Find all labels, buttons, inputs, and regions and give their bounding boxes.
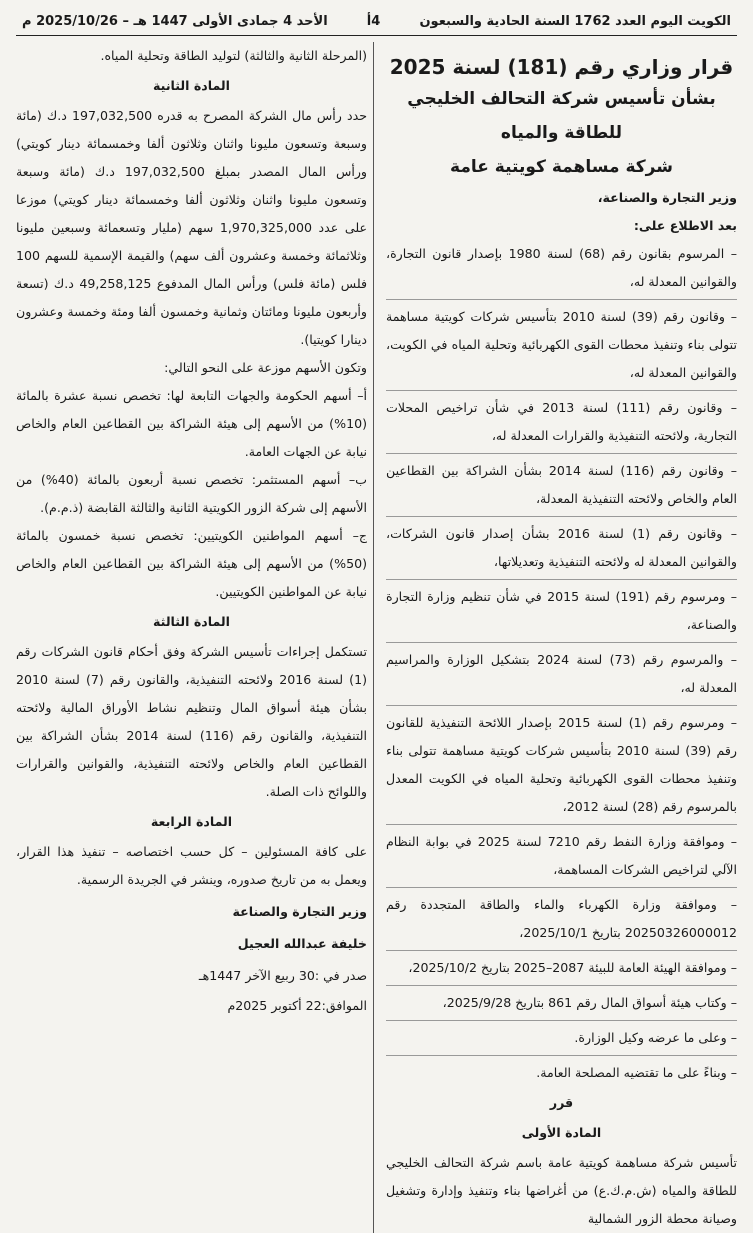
article-2-text: حدد رأس مال الشركة المصرح به قدره 197,032,500 د.ك (مائة وسبعة وتسعون مليونا واثنان وثلاثون ألفا وخمسمائة دينار كويتي) ورأس المال المصدر بمبلغ 197,032,500 د.ك (مائة وسبعة وتسعون مليونا واثنان وثلاثون ألفا وخمسمائة دينار كويتي) موزعا على عدد 1,970,325,000 سهم (مليار وتسعمائة وسبعين مليونا وثلاثمائة وخمسة وعشرون ألف سهم) والقيمة الإسمية للسهم 100 فلس (مائة فلس) ورأس المال المدفوع 49,258,125 د.ك (تسعة وأربعون مليونا ومائتان وثمانية وخمسون ألفا ومئة وخمسة وعشرون دينارا كويتيا). <box>16 108 368 347</box>
item-separator <box>386 985 737 986</box>
preamble-list <box>386 240 737 1087</box>
page-number: 4أ <box>366 14 381 29</box>
item-separator <box>386 824 737 825</box>
article-3-title: المادة الثالثة <box>153 614 230 629</box>
header-issue: الكويت اليوم العدد 1762 السنة الحادية والسبعون <box>419 14 731 29</box>
article-1-text: تأسيس شركة مساهمة كويتية عامة باسم شركة التحالف الخليجي للطاقة والمياه (ش.م.ك.ع) من أغراضها بناء وتنفيذ وإدارة وتشغيل وصيانة محطة الزور الشمالية <box>386 1155 737 1226</box>
page-header <box>16 14 737 36</box>
article-4-text: على كافة المسئولين – كل حسب اختصاصه – تنفيذ هذا القرار، ويعمل به من تاريخ صدوره، وينشر في الجريدة الرسمية. <box>16 844 368 887</box>
share-citizens: ج– أسهم المواطنين الكويتيين: تخصص نسبة خمسون بالمائة (50%) من الأسهم إلى هيئة الشراكة بين القطاعين العام والخاص نيابة عن المواطنين الكويتيين. <box>16 528 368 599</box>
two-column-body <box>16 42 737 1233</box>
decree-company-type: شركة مساهمة كويتية عامة <box>450 157 673 177</box>
preamble-item: – وعلى ما عرضه وكيل الوزارة. <box>574 1030 737 1045</box>
item-separator <box>386 950 737 951</box>
article-2-title: المادة الثانية <box>153 78 230 93</box>
item-separator <box>386 390 737 391</box>
preamble-item: – المرسوم بقانون رقم (68) لسنة 1980 بإصدار قانون التجارة، والقوانين المعدلة له، <box>386 246 738 289</box>
signer-name: خليفة عبدالله العجيل <box>237 936 368 951</box>
item-separator <box>386 579 737 580</box>
minister-line: وزير التجارة والصناعة، <box>597 190 737 205</box>
item-separator <box>386 299 737 300</box>
article-1-title: المادة الأولى <box>521 1125 602 1140</box>
header-date: الأحد 4 جمادى الأولى 1447 هـ – 2025/10/26 م <box>22 14 328 29</box>
decree-title: قرار وزاري رقم (181) لسنة 2025 <box>389 55 734 79</box>
after-review: بعد الاطلاع على: <box>633 218 737 233</box>
preamble-item: – وقانون رقم (1) لسنة 2016 بشأن إصدار قانون الشركات، والقوانين المعدلة له ولائحته التنفيذية وتعديلاتها، <box>386 526 738 569</box>
preamble-item: – وموافقة الهيئة العامة للبيئة 2087–2025 بتاريخ 2025/10/2، <box>408 960 737 975</box>
preamble-item: – وموافقة وزارة النفط رقم 7210 لسنة 2025 في بوابة النظام الآلي لتراخيص الشركات المساهمة، <box>386 834 737 877</box>
preamble-item: – وقانون رقم (111) لسنة 2013 في شأن تراخيص المحلات التجارية، ولائحته التنفيذية والقرارات المعدلة له، <box>386 400 737 443</box>
issued-gregorian: الموافق:22 أكتوبر 2025م <box>227 998 368 1013</box>
item-separator <box>386 516 737 517</box>
shares-intro: وتكون الأسهم موزعة على النحو التالي: <box>164 360 368 375</box>
preamble-item: – وكتاب هيئة أسواق المال رقم 861 بتاريخ 2025/9/28، <box>442 995 737 1010</box>
preamble-item: – وموافقة وزارة الكهرباء والماء والطاقة المتجددة رقم 20250326000012 بتاريخ 2025/10/1، <box>386 897 737 940</box>
preamble-item: – وبناءً على ما تقتضيه المصلحة العامة. <box>536 1065 737 1080</box>
left-column <box>16 42 367 1233</box>
item-separator <box>386 1020 737 1021</box>
item-separator <box>386 705 737 706</box>
article-1-continuation: (المرحلة الثانية والثالثة) لتوليد الطاقة وتحلية المياه. <box>100 48 368 63</box>
item-separator <box>386 1055 737 1056</box>
share-government: أ– أسهم الحكومة والجهات التابعة لها: تخصص نسبة عشرة بالمائة (10%) من الأسهم إلى هيئة الشراكة بين القطاعين العام والخاص نيابة عن الجهات العامة. <box>16 388 368 459</box>
preamble-item: – وقانون رقم (116) لسنة 2014 بشأن الشراكة بين القطاعين العام والخاص ولائحته التنفيذية المعدلة، <box>386 463 737 506</box>
preamble-item: – وقانون رقم (39) لسنة 2010 بتأسيس شركات كويتية مساهمة تتولى بناء وتنفيذ محطات القوى الكهربائية وتحلية المياه في الكويت، والقوانين المعدلة له، <box>386 309 738 380</box>
column-divider <box>373 42 374 1233</box>
item-separator <box>386 887 737 888</box>
share-investor: ب– أسهم المستثمر: تخصص نسبة أربعون بالمائة (40%) من الأسهم إلى شركة الزور الكويتية الثانية والثالثة القابضة (ذ.م.م). <box>16 472 368 515</box>
decided-heading: قرر <box>549 1095 574 1110</box>
item-separator <box>386 453 737 454</box>
preamble-item: – ومرسوم رقم (1) لسنة 2015 بإصدار اللائحة التنفيذية للقانون رقم (39) لسنة 2010 بتأسيس شركات كويتية مساهمة تتولى بناء وتنفيذ محطات القوى الكهربائية وتحلية المياه في الكويت المعدل بالمرسوم رقم (28) لسنة 2012، <box>386 715 737 814</box>
issued-hijri: صدر في :30 ربيع الآخر 1447هـ <box>198 968 368 983</box>
signer-title: وزير التجارة والصناعة <box>232 904 368 919</box>
article-4-title: المادة الرابعة <box>150 814 233 829</box>
preamble-item: – والمرسوم رقم (73) لسنة 2024 بتشكيل الوزارة والمراسيم المعدلة له، <box>386 652 737 695</box>
preamble-item: – ومرسوم رقم (191) لسنة 2015 في شأن تنظيم وزارة التجارة والصناعة، <box>386 589 737 632</box>
item-separator <box>386 642 737 643</box>
article-3-text: تستكمل إجراءات تأسيس الشركة وفق أحكام قانون الشركات رقم (1) لسنة 2016 ولائحته التنفيذية، والقانون رقم (7) لسنة 2010 بشأن هيئة أسواق المال وتنظيم نشاط الأوراق المالية ولائحته التنفيذية، والقانون رقم (116) لسنة 2014 بشأن الشراكة بين القطاعين العام والخاص ولائحته التنفيذية، والقوانين والقرارات واللوائح ذات الصلة. <box>16 644 368 799</box>
decree-subtitle: بشأن تأسيس شركة التحالف الخليجي للطاقة والمياه <box>407 89 716 143</box>
right-column <box>386 42 737 1233</box>
